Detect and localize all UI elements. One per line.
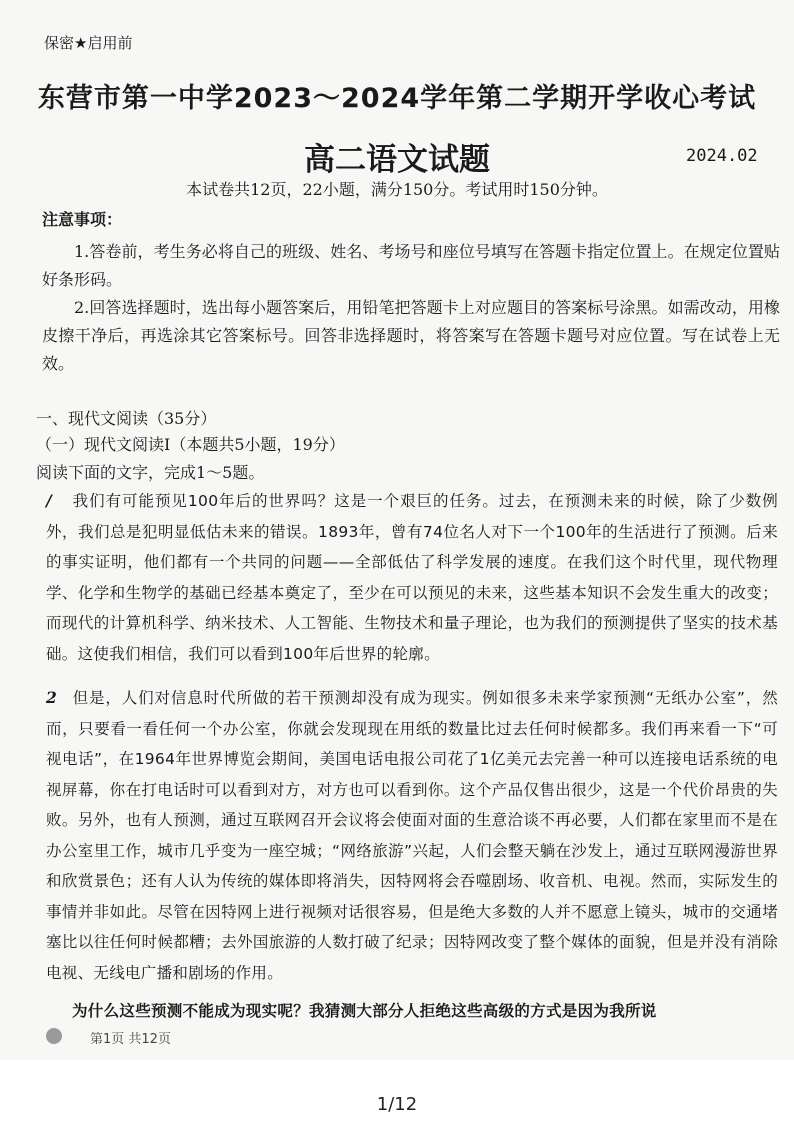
passage-paragraph-2: [46, 683, 778, 988]
subject-title: 高二语文试题: [304, 142, 490, 178]
passage-paragraph-1: [46, 486, 778, 669]
notice-item-2: 2.回答选择题时，选出每小题答案后，用铅笔把答题卡上对应题目的答案标号涂黑。如需改动，用橡皮擦干净后，再选涂其它答案标号。回答非选择题时，将答案写在答题卡题号对应位置。写在试卷上无效。: [42, 298, 780, 373]
paragraph-text: 为什么这些预测不能成为现实呢？我猜测大部分人拒绝这些高级的方式是因为我所说: [72, 1002, 657, 1020]
page-footer: 第1页 共12页: [90, 1032, 171, 1047]
paragraph-text: 我们有可能预见100年后的世界吗？这是一个艰巨的任务。过去，在预测未来的时候，除了少数例外，我们总是犯明显低估未来的错误。1893年，曾有74位名人对下一个100年的生活进行了预测。后来的事实证明，他们都有一个共同的问题——全部低估了科学发展的速度。在我们这个时代里，现代物理学、化学和生物学的基础已经基本奠定了，至少在可以预见的未来，这些基本知识不会发生重大的改变；而现代的计算机科学、纳米技术、人工智能、生物技术和量子理论，也为我们的预测提供了坚实的技术基础。这使我们相信，我们可以看到100年后世界的轮廓。: [46, 492, 778, 663]
section-title: 一、现代文阅读（35分）: [36, 409, 217, 428]
notice-item-1: 1.答卷前，考生务必将自己的班级、姓名、考场号和座位号填写在答题卡指定位置上。在规定位置贴好条形码。: [42, 242, 780, 289]
passage-paragraph-3: [46, 996, 778, 1027]
paragraph-number: /: [46, 491, 52, 510]
exam-intro: 本试卷共12页，22小题，满分150分。考试用时150分钟。: [186, 180, 608, 199]
exam-date: 2024.02: [686, 146, 758, 166]
school-title: 东营市第一中学2023～2024学年第二学期开学收心考试: [37, 83, 757, 114]
footer-logo-icon: [46, 1028, 62, 1044]
paragraph-number: 2: [46, 688, 58, 707]
section-subtitle: （一）现代文阅读Ⅰ（本题共5小题，19分）: [36, 435, 345, 454]
paragraph-text: 但是，人们对信息时代所做的若干预测却没有成为现实。例如很多未来学家预测“无纸办公室”，然而，只要看一看任何一个办公室，你就会发现现在用纸的数量比过去任何时候都多。我们再来看一下“可视电话”，在1964年世界博览会期间，美国电话电报公司花了1亿美元去完善一种可以连接电话系统的电视屏幕，你在打电话时可以看到对方，对方也可以看到你。这个产品仅售出很少，这是一个代价昂贵的失败。另外，也有人预测，通过互联网召开会议将会使面对面的生意洽谈不再必要，人们都在家里而不是在办公室里工作，城市几乎变为一座空城；“网络旅游”兴起，人们会整天躺在沙发上，通过互联网漫游世界和欣赏景色；还有人认为传统的媒体即将消失，因特网将会吞噬剧场、收音机、电视。然而，实际发生的事情并非如此。尽管在因特网上进行视频对话很容易，但是绝大多数的人并不愿意上镜头，城市的交通堵塞比以往任何时候都糟；去外国旅游的人数打破了纪录；因特网改变了整个媒体的面貌，但是并没有消除电视、无线电广播和剧场的作用。: [46, 689, 778, 982]
notice-heading: 注意事项：: [42, 210, 123, 229]
section-instruction: 阅读下面的文字，完成1～5题。: [36, 463, 265, 482]
secret-mark: 保密★启用前: [44, 34, 133, 52]
page-indicator: 1/12: [376, 1094, 418, 1115]
